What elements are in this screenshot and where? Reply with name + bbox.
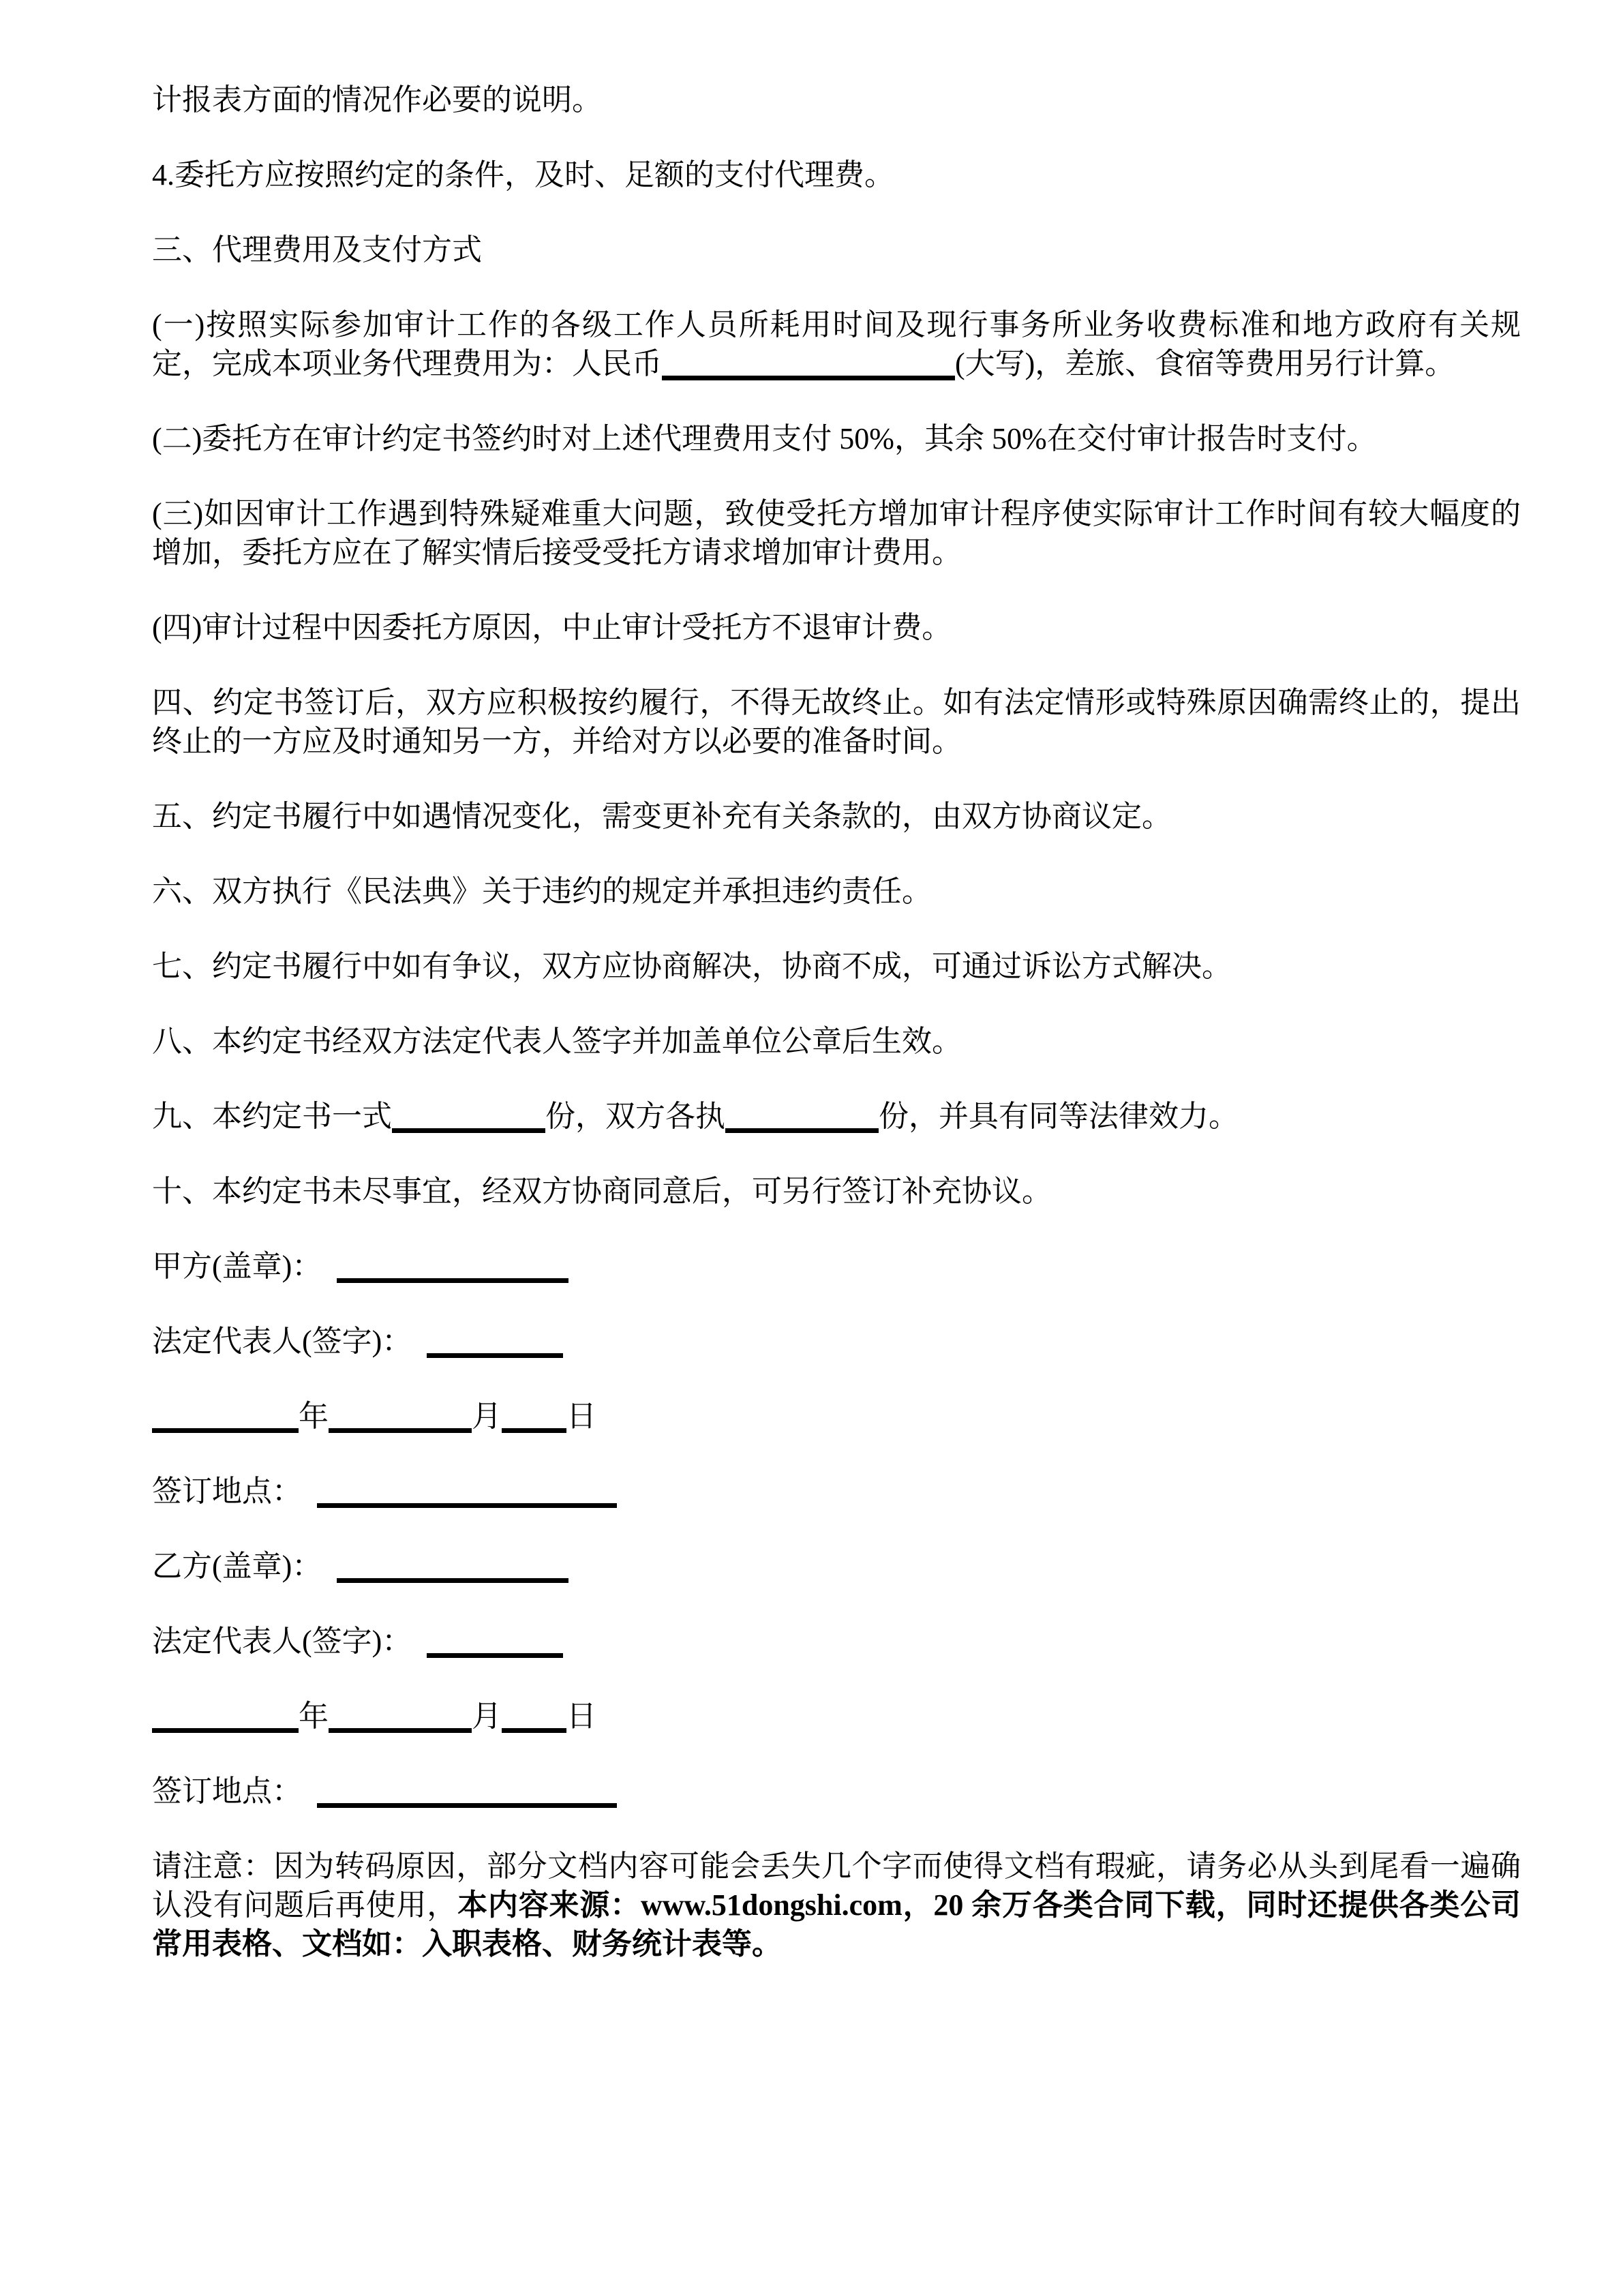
article-9-text-2: 份，双方各执 — [545, 1100, 725, 1133]
party-a-year-label: 年 — [299, 1400, 329, 1433]
paragraph-report-explanation: 计报表方面的情况作必要的说明。 — [152, 83, 602, 117]
section-heading-agency-fees: 三、代理费用及支付方式 — [152, 233, 482, 267]
party-b-date-line — [152, 1697, 1521, 1736]
party-a-representative-signature-blank-line — [427, 1353, 563, 1358]
party-a-representative-line — [152, 1322, 1521, 1361]
party-b-year-label: 年 — [299, 1700, 329, 1733]
party-b-year-blank-line — [152, 1728, 299, 1733]
paragraph-article-9 — [152, 1097, 1521, 1136]
party-a-place-line — [152, 1472, 1521, 1511]
party-b-name-blank-line — [337, 1578, 568, 1583]
party-a-place-blank-line — [317, 1503, 617, 1508]
amount-blank-line — [662, 376, 955, 380]
party-a-month-blank-line — [329, 1428, 472, 1433]
party-a-year-blank-line — [152, 1428, 299, 1433]
party-b-month-label: 月 — [472, 1700, 502, 1733]
party-a-day-blank-line — [502, 1428, 566, 1433]
paragraph-fee-clause-4: (四)审计过程中因委托方原因，中止审计受托方不退审计费。 — [152, 611, 952, 644]
paragraph-fee-clause-2: (二)委托方在审计约定书签约时对上述代理费用支付 50%，其余 50%在交付审计报告时支付。 — [152, 422, 1377, 455]
paragraph-fee-clause-1 — [152, 305, 1521, 383]
party-b-seal-line — [152, 1547, 1521, 1586]
party-a-name-blank-line — [337, 1278, 568, 1283]
party-b-place-line — [152, 1772, 1521, 1811]
paragraph-fee-clause-3: (三)如因审计工作遇到特殊疑难重大问题，致使受托方增加审计程序使实际审计工作时间有较大幅度的增加，委托方应在了解实情后接受受托方请求增加审计费用。 — [152, 497, 1521, 569]
paragraph-article-5: 五、约定书履行中如遇情况变化，需变更补充有关条款的，由双方协商议定。 — [152, 800, 1172, 833]
paragraph-article-4: 四、约定书签订后，双方应积极按约履行，不得无故终止。如有法定情形或特殊原因确需终止的，提出终止的一方应及时通知另一方，并给对方以必要的准备时间。 — [152, 686, 1521, 758]
party-b-day-label: 日 — [566, 1700, 596, 1733]
party-a-month-label: 月 — [472, 1400, 502, 1433]
party-b-month-blank-line — [329, 1728, 472, 1733]
article-9-text-3: 份，并具有同等法律效力。 — [879, 1100, 1239, 1133]
fee-clause-1-tail: (大写)，差旅、食宿等费用另行计算。 — [955, 347, 1455, 380]
party-a-day-label: 日 — [566, 1400, 596, 1433]
party-a-date-line — [152, 1397, 1521, 1436]
party-b-place-label: 签订地点： — [152, 1774, 302, 1808]
notice-normal-text: 请注意：因为转码原因，部分文档内容可能会丢失几个字而使得文档有瑕疵，请务必从头到尾看一遍确认没有问题后再使用， — [152, 1849, 1521, 1922]
paragraph-obligation-4: 4.委托方应按照约定的条件，及时、足额的支付代理费。 — [152, 158, 894, 192]
paragraph-article-10: 十、本约定书未尽事宜，经双方协商同意后，可另行签订补充协议。 — [152, 1175, 1052, 1208]
party-b-day-blank-line — [502, 1728, 566, 1733]
party-a-seal-label: 甲方(盖章)： — [152, 1250, 322, 1283]
paragraph-article-8: 八、本约定书经双方法定代表人签字并加盖单位公章后生效。 — [152, 1025, 962, 1058]
transcoding-notice — [152, 1847, 1521, 1963]
article-9-text-1: 九、本约定书一式 — [152, 1100, 392, 1133]
copies-each-blank-line — [725, 1128, 879, 1133]
paragraph-article-6: 六、双方执行《民法典》关于违约的规定并承担违约责任。 — [152, 875, 932, 908]
party-a-place-label: 签订地点： — [152, 1475, 302, 1508]
party-a-seal-line — [152, 1247, 1521, 1286]
party-b-place-blank-line — [317, 1803, 617, 1808]
party-b-representative-line — [152, 1622, 1521, 1661]
party-b-representative-label: 法定代表人(签字)： — [152, 1625, 412, 1658]
paragraph-article-7: 七、约定书履行中如有争议，双方应协商解决，协商不成，可通过诉讼方式解决。 — [152, 950, 1232, 983]
copies-total-blank-line — [392, 1128, 545, 1133]
party-b-representative-signature-blank-line — [427, 1653, 563, 1658]
party-b-seal-label: 乙方(盖章)： — [152, 1550, 322, 1583]
source-url: www.51dongshi.com — [640, 1888, 902, 1922]
notice-bold-tail: ，20 余万各类合同下载，同时还提供各类公司常用表格、文档如：入职表格、财务统计表等。 — [152, 1888, 1521, 1961]
notice-source-label: 本内容来源： — [457, 1888, 641, 1922]
fee-clause-1-text: (一)按照实际参加审计工作的各级工作人员所耗用时间及现行事务所业务收费标准和地方政府有关规定，完成本项业务代理费用为：人民币 — [152, 308, 1521, 380]
party-a-representative-label: 法定代表人(签字)： — [152, 1325, 412, 1358]
